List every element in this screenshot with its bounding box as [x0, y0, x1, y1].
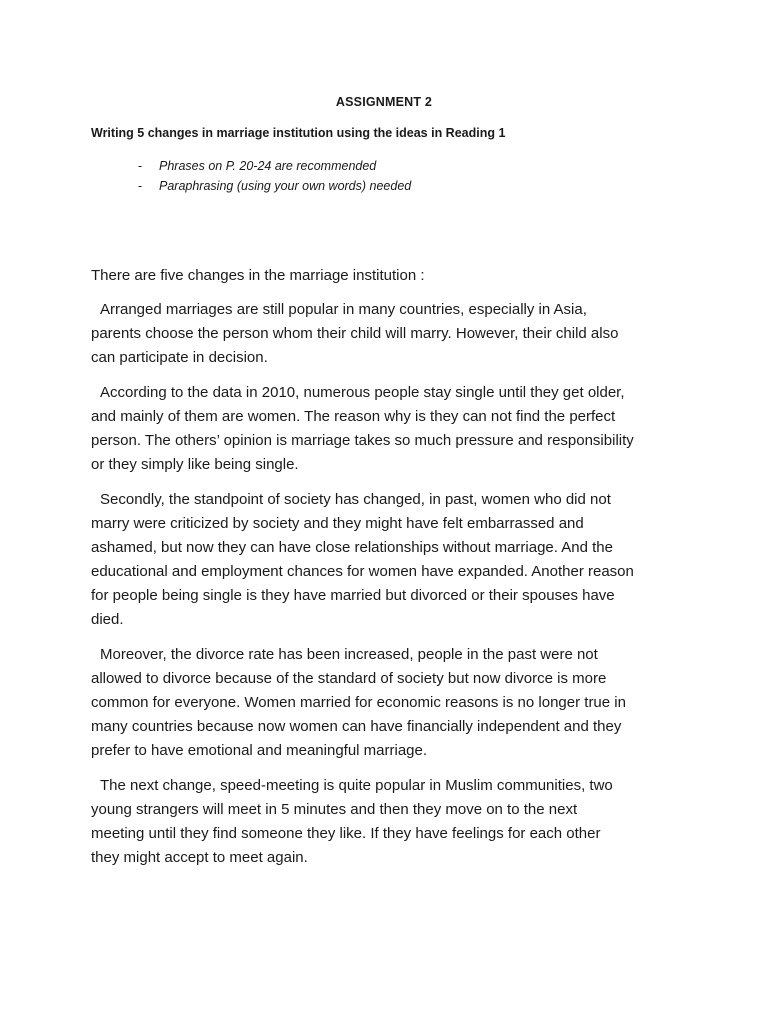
paragraph-line: allowed to divorce because of the standard of society but now divorce is more: [91, 670, 607, 687]
paragraph-line: According to the data in 2010, numerous people stay single until they get older,: [100, 384, 625, 401]
assignment-title: ASSIGNMENT 2: [335, 95, 433, 109]
essay-paragraph: [91, 298, 691, 370]
paragraph-line: for people being single is they have married but divorced or their spouses have: [91, 587, 615, 604]
essay-paragraph: [91, 488, 691, 632]
paragraph-line: Moreover, the divorce rate has been increased, people in the past were not: [100, 646, 598, 663]
instruction-text: Paraphrasing (using your own words) needed: [159, 179, 412, 193]
paragraph-line: young strangers will meet in 5 minutes and then they move on to the next: [91, 801, 578, 818]
paragraph-line: The next change, speed-meeting is quite popular in Muslim communities, two: [100, 777, 613, 794]
paragraph-line: person. The others’ opinion is marriage takes so much pressure and responsibility: [91, 432, 634, 449]
instruction-item: [138, 176, 411, 196]
instruction-list: [138, 156, 411, 196]
paragraph-line: ashamed, but now they can have close relationships without marriage. And the: [91, 539, 613, 556]
essay-paragraph: [91, 643, 691, 763]
list-dash: -: [138, 159, 143, 173]
paragraph-line: meeting until they find someone they like. If they have feelings for each other: [91, 825, 601, 842]
paragraph-line: marry were criticized by society and they might have felt embarrassed and: [91, 515, 584, 532]
paragraph-line: they might accept to meet again.: [91, 849, 308, 866]
paragraph-line: and mainly of them are women. The reason why is they can not find the perfect: [91, 408, 616, 425]
essay-paragraph: [91, 381, 691, 477]
instruction-text: Phrases on P. 20-24 are recommended: [159, 159, 377, 173]
paragraph-line: can participate in decision.: [91, 349, 268, 366]
instruction-item: [138, 156, 411, 176]
paragraph-line: Secondly, the standpoint of society has changed, in past, women who did not: [100, 491, 611, 508]
paragraph-line: prefer to have emotional and meaningful marriage.: [91, 742, 428, 759]
paragraph-line: or they simply like being single.: [91, 456, 299, 473]
paragraph-line: Arranged marriages are still popular in many countries, especially in Asia,: [100, 301, 587, 318]
paragraph-line: common for everyone. Women married for economic reasons is no longer true in: [91, 694, 626, 711]
essay-body: [91, 264, 691, 881]
essay-intro: There are five changes in the marriage institution :: [91, 267, 425, 284]
assignment-subtitle: Writing 5 changes in marriage institution using the ideas in Reading 1: [91, 126, 506, 140]
paragraph-line: died.: [91, 611, 124, 628]
essay-paragraph: [91, 774, 691, 870]
paragraph-line: many countries because now women can have financially independent and they: [91, 718, 622, 735]
list-dash: -: [138, 179, 143, 193]
paragraph-line: educational and employment chances for women have expanded. Another reason: [91, 563, 634, 580]
paragraph-line: parents choose the person whom their child will marry. However, their child also: [91, 325, 619, 342]
